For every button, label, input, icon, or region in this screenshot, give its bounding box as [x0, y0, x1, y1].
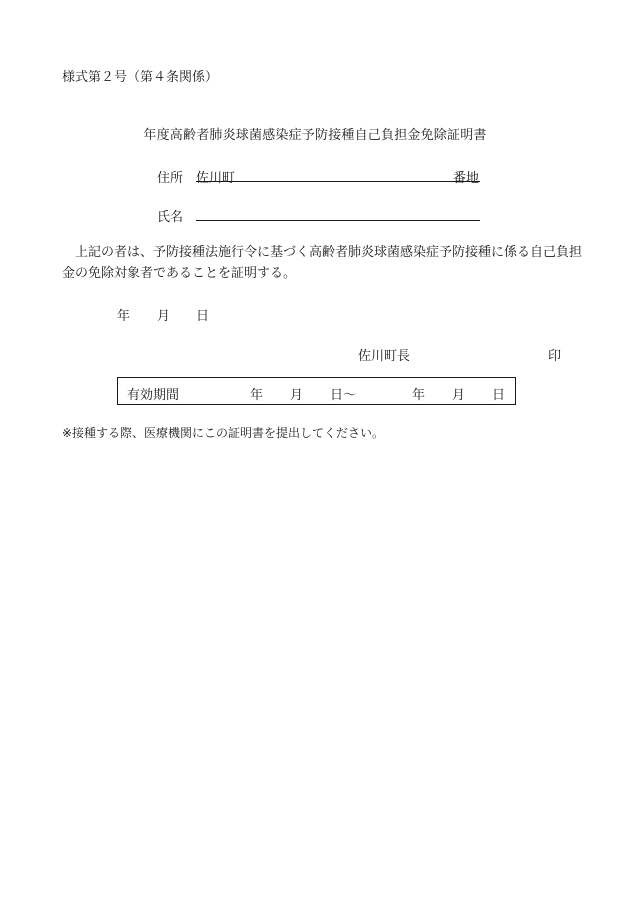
validity-label: 有効期間: [127, 388, 180, 403]
name-label: 氏名: [157, 210, 184, 225]
validity-start-month: 月: [290, 388, 304, 403]
validity-end-day: 日: [492, 388, 506, 403]
document-title: 年度高齢者肺炎球菌感染症予防接種自己負担金免除証明書: [143, 128, 487, 143]
date-month: 月: [157, 309, 171, 324]
validity-end-year: 年: [412, 388, 426, 403]
form-number: 様式第２号（第４条関係）: [62, 70, 219, 85]
address-town: 佐川町: [196, 171, 236, 186]
validity-period-box: [117, 377, 516, 405]
address-suffix: 番地: [453, 171, 480, 186]
address-underline: [196, 181, 480, 182]
issuer-title: 佐川町長: [358, 349, 411, 364]
address-label: 住所: [157, 171, 184, 186]
validity-start-year: 年: [250, 388, 264, 403]
date-day: 日: [196, 309, 210, 324]
validity-end-month: 月: [452, 388, 466, 403]
date-year: 年: [117, 309, 131, 324]
submission-note: ※接種する際、医療機関にこの証明書を提出してください。: [62, 426, 385, 440]
name-underline: [196, 220, 480, 221]
validity-start-day: 日～: [330, 388, 357, 403]
certification-text: 上記の者は、予防接種法施行令に基づく高齢者肺炎球菌感染症予防接種に係る自己負担金の免除対象者であることを証明する。: [62, 245, 583, 281]
seal-mark: 印: [548, 349, 562, 364]
